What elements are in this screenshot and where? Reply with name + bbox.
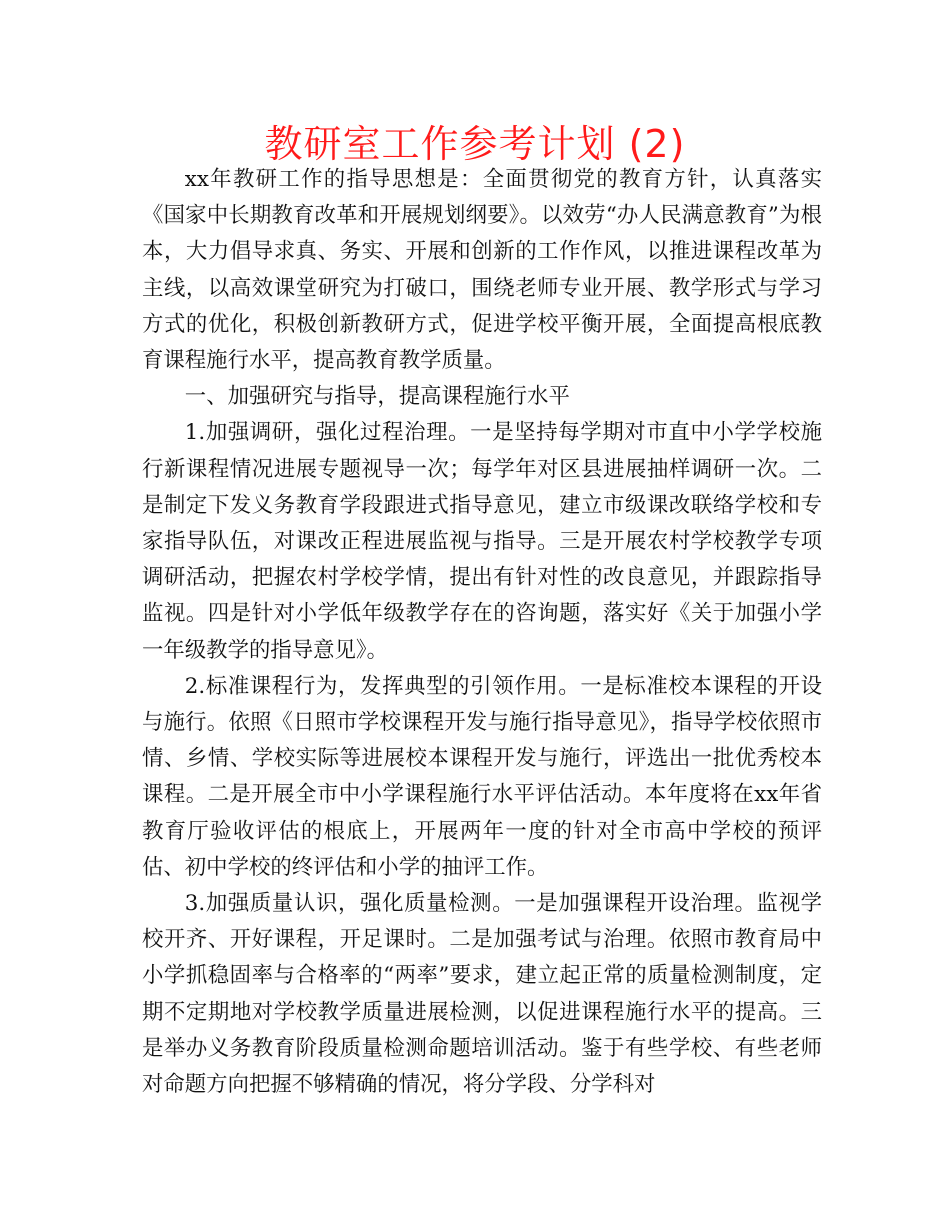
paragraph-guiding-ideology: xx年教研工作的指导思想是：全面贯彻党的教育方针，认真落实《国家中长期教育改革和开展规划纲要》。以效劳“办人民满意教育”为根本，大力倡导求真、务实、开展和创新的工作作风，以推进课程改革为主线，以高效课堂研究为打破口，围绕老师专业开展、教学形式与学习方式的优化，积极创新教研方式，促进学校平衡开展，全面提高根底教育课程施行水平，提高教育教学质量。 xyxy=(142,167,822,374)
paragraph-item-2: 2.标准课程行为，发挥典型的引领作用。一是标准校本课程的开设与施行。依照《日照市学校课程开发与施行指导意见》，指导学校依照市情、乡情、学校实际等进展校本课程开发与施行，评选出一批优秀校本课程。二是开展全市中小学课程施行水平评估活动。本年度将在xx年省教育厅验收评估的根底上，开展两年一度的针对全市高中学校的预评估、初中学校的终评估和小学的抽评工作。 xyxy=(142,673,822,880)
document-body xyxy=(142,162,822,1103)
section-heading-1: 一、加强研究与指导，提高课程施行水平 xyxy=(184,384,570,410)
paragraph-item-1: 1.加强调研，强化过程治理。一是坚持每学期对市直中小学学校施行新课程情况进展专题视导一次；每学年对区县进展抽样调研一次。二是制定下发义务教育学段跟进式指导意见，建立市级课改联络学校和专家指导队伍，对课改正程进展监视与指导。三是开展农村学校教学专项调研活动，把握农村学校学情，提出有针对性的改良意见，并跟踪指导监视。四是针对小学低年级教学存在的咨询题，落实好《关于加强小学一年级教学的指导意见》。 xyxy=(142,420,822,663)
paragraph-item-3: 3.加强质量认识，强化质量检测。一是加强课程开设治理。监视学校开齐、开好课程，开足课时。二是加强考试与治理。依照市教育局中小学抓稳固率与合格率的“两率”要求，建立起正常的质量检测制度，定期不定期地对学校教学质量进展检测，以促进课程施行水平的提高。三是举办义务教育阶段质量检测命题培训活动。鉴于有些学校、有些老师对命题方向把握不够精确的情况，将分学段、分学科对 xyxy=(142,891,822,1098)
document-title: 教研室工作参考计划 (2) xyxy=(264,122,686,166)
